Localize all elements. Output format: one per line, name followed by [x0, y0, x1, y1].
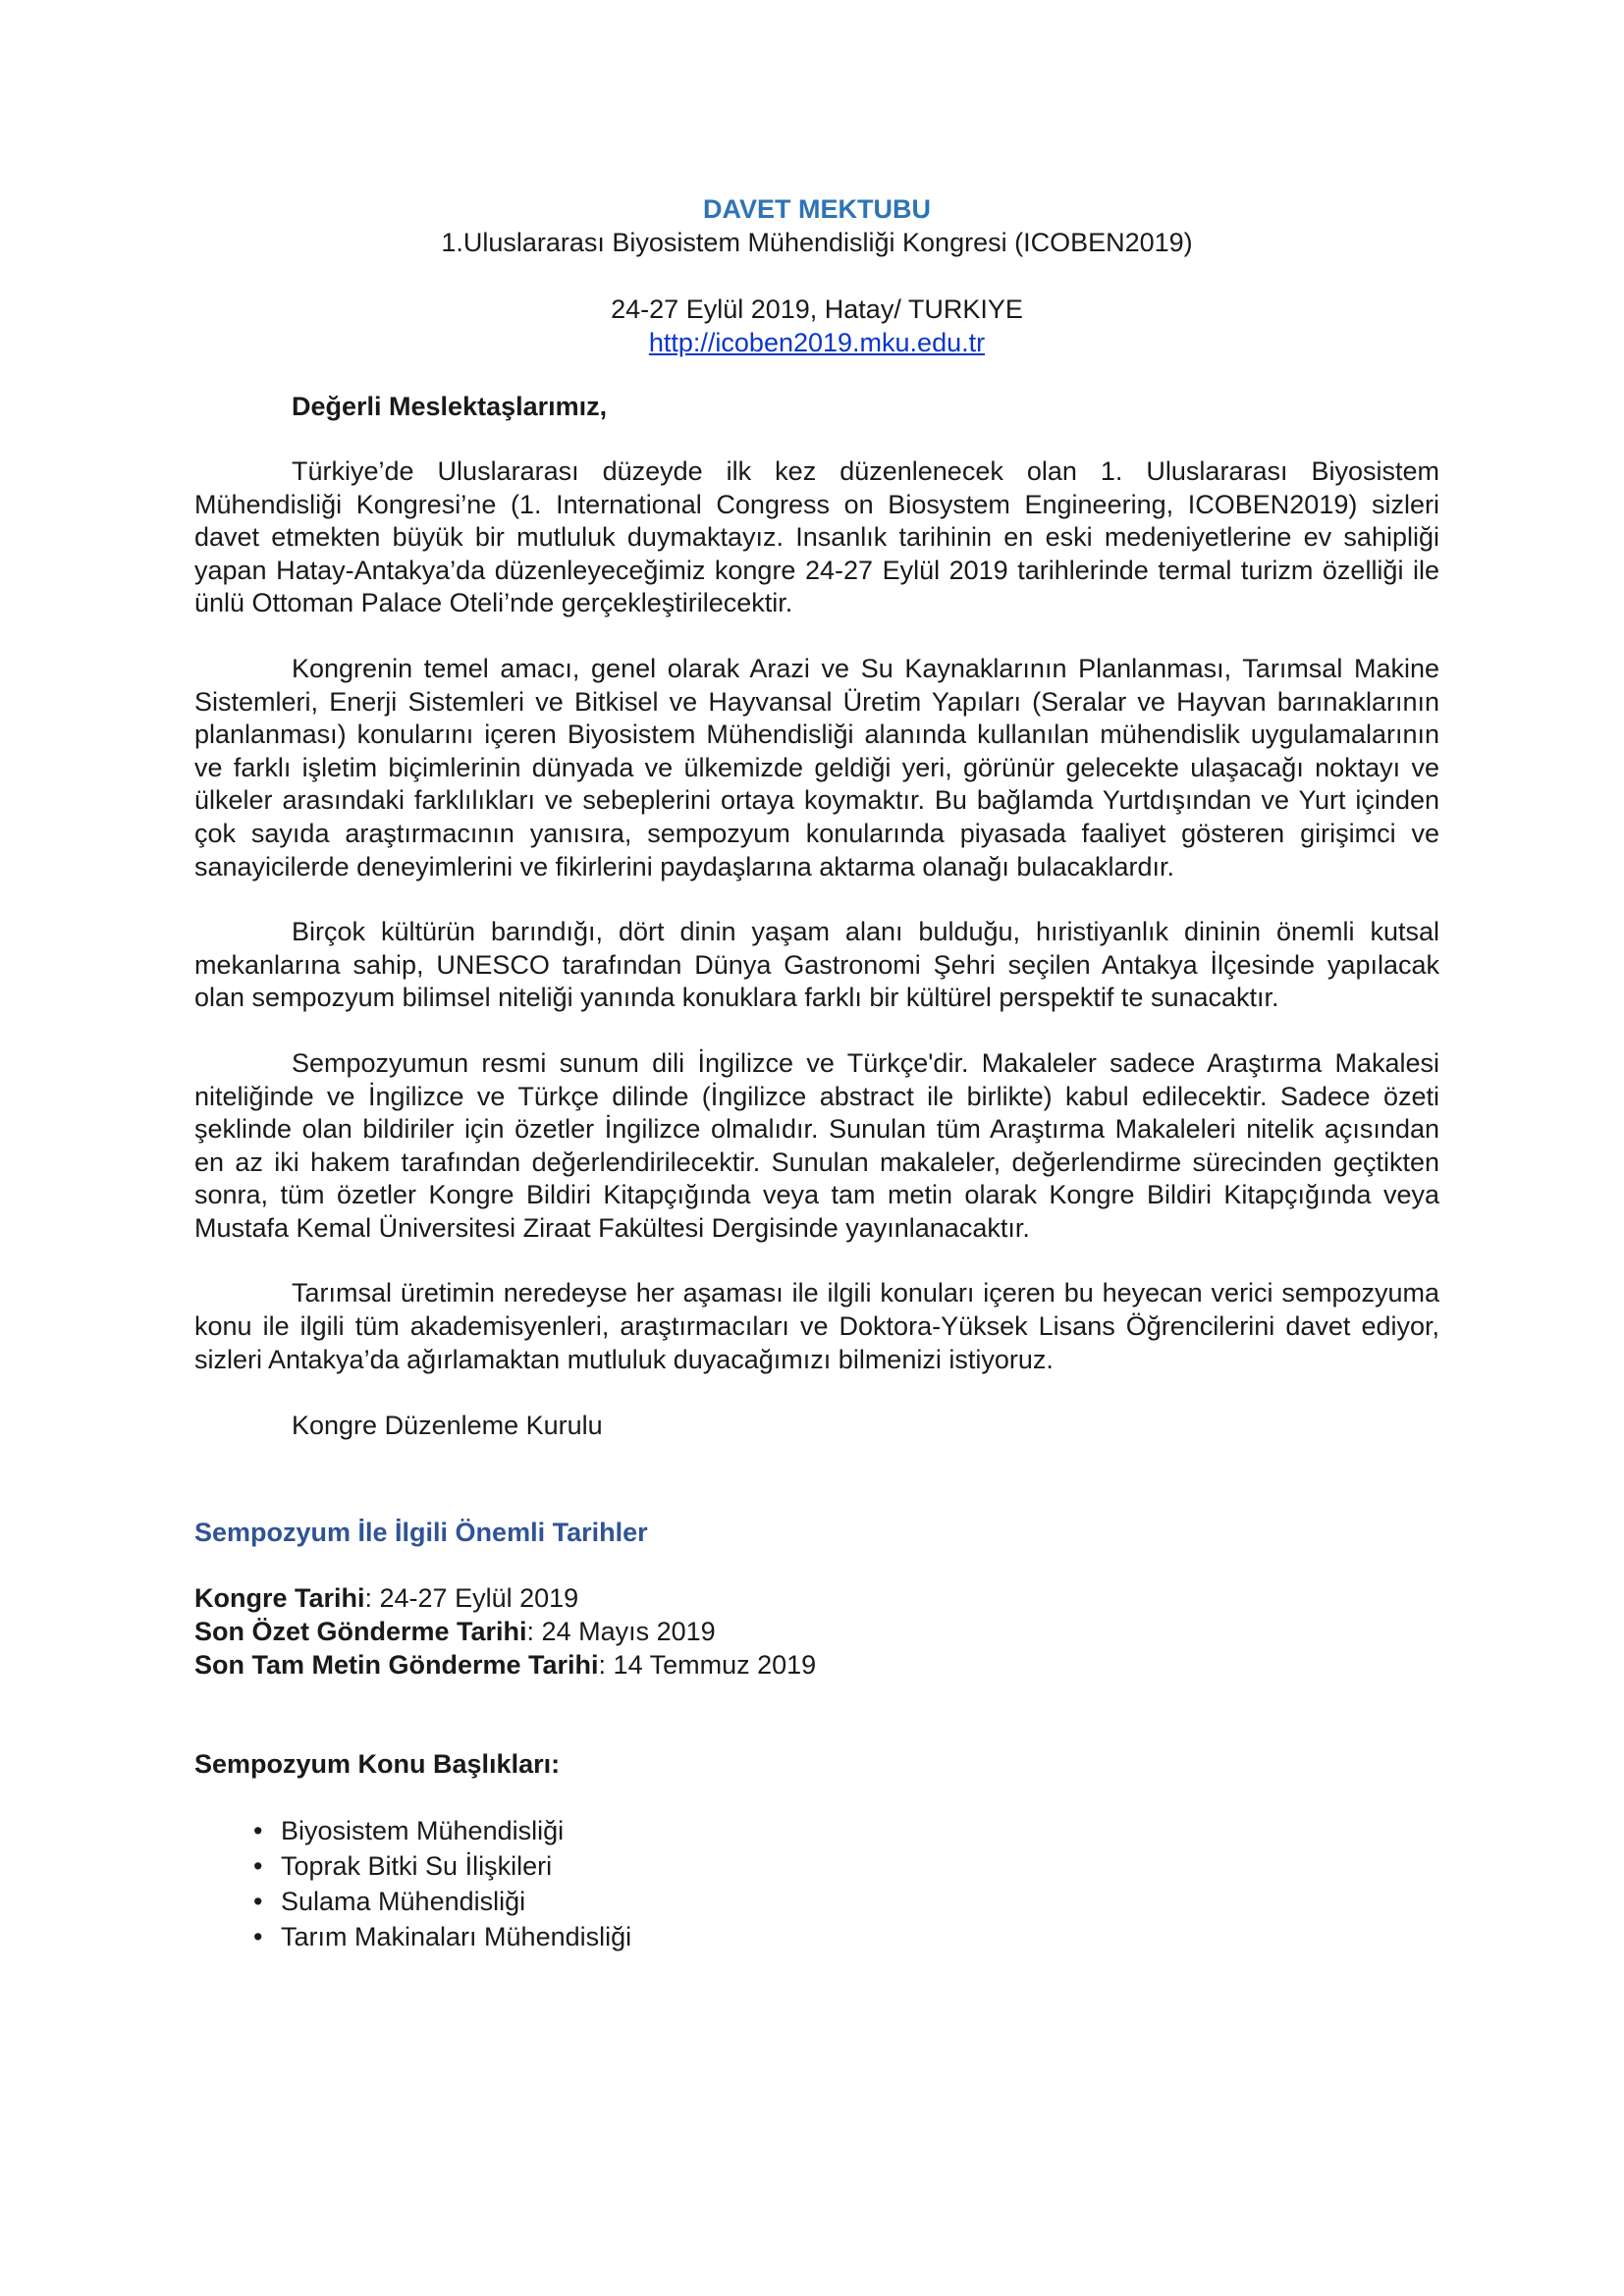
salutation: Değerli Meslektaşlarımız, [292, 392, 608, 421]
important-dates-list [194, 1581, 1439, 1682]
topics-list [194, 1813, 1439, 1954]
signature: Kongre Düzenleme Kurulu [292, 1411, 603, 1441]
list-item [253, 1919, 1439, 1954]
date-value: : 24-27 Eylül 2019 [364, 1583, 579, 1614]
paragraph-aim: Kongrenin temel amacı, genel olarak Arazi ve Su Kaynaklarının Planlanması, Tarımsal Makine Sistemleri, Enerji Sistemleri ve Bitkisel ve Hayvansal Üretim Yapıları (Seralar ve Hayvan barınaklarının planlanması) konularını içeren Biyosistem Mühendisliği alanında kullanılan mühendislik uygulamalarının ve farklı işletim biçimlerinin dünyada ve ülkemizde geldiği yeri, görünür gelecekte ulaşacağı noktayı ve ülkeler arasındaki farklılıkları ve sebeplerini ortaya koymaktır. Bu bağlamda Yurtdışından ve Yurt içinden çok sayıda araştırmacının yanısıra, sempozyum konularında piyasada faaliyet gösteren girişimci ve sanayicilerde deneyimlerini ve fikirlerini paydaşlarına aktarma olanağı bulacaklardır. [194, 653, 1439, 881]
list-item [253, 1813, 1439, 1848]
date-label: Son Tam Metin Gönderme Tarihi [194, 1650, 599, 1681]
date-value: : 24 Mayıs 2019 [526, 1617, 716, 1647]
date-row-fulltext [194, 1648, 1439, 1682]
bullet-icon: • [253, 1851, 263, 1882]
paragraph-intro: Türkiye’de Uluslararası düzeyde ilk kez düzenlenecek olan 1. Uluslararası Biyosistem Mühendisliği Kongresi’ne (1. International Congress on Biosystem Engineering, ICOBEN2019) sizleri davet etmekten büyük bir mutluluk duymaktayız. Insanlık tarihinin en eski medeniyetlerine ev sahipliği yapan Hatay-Antakya’da düzenleyeceğimiz kongre 24-27 Eylül 2019 tarihlerinde termal turizm özelliği ile ünlü Ottoman Palace Oteli’nde gerçekleştirilecektir. [194, 456, 1439, 618]
congress-date-place: 24-27 Eylül 2019, Hatay/ TURKIYE [611, 294, 1023, 324]
bullet-icon: • [253, 1816, 263, 1846]
congress-name: 1.Uluslararası Biyosistem Mühendisliği Kongresi (ICOBEN2019) [441, 228, 1193, 257]
topic-label: Tarım Makinaları Mühendisliği [281, 1922, 632, 1952]
important-dates-heading: Sempozyum İle İlgili Önemli Tarihler [194, 1518, 648, 1548]
spacer [194, 259, 1439, 293]
bullet-icon: • [253, 1887, 263, 1917]
date-value: : 14 Temmuz 2019 [598, 1650, 817, 1681]
letter-body [194, 455, 1439, 1376]
date-label: Kongre Tarihi [194, 1583, 365, 1614]
topic-label: Biyosistem Mühendisliği [281, 1816, 565, 1846]
bullet-icon: • [253, 1922, 263, 1952]
paragraph-invitation: Tarımsal üretimin neredeyse her aşaması ile ilgili konuları içeren bu heyecan verici sempozyuma konu ile ilgili tüm akademisyenleri, araştırmacıları ve Doktora-Yüksek Lisans Öğrencilerini davet ediyor, sizleri Antakya’da ağırlamaktan mutluluk duyacağımızı bilmenizi istiyoruz. [194, 1278, 1439, 1374]
congress-website-link[interactable]: http://icoben2019.mku.edu.tr [648, 328, 986, 357]
topics-heading: Sempozyum Konu Başlıkları: [194, 1749, 561, 1780]
date-row-abstract [194, 1615, 1439, 1648]
topic-label: Toprak Bitki Su İlişkileri [281, 1851, 553, 1882]
document-page [194, 192, 1439, 1954]
paragraph-culture: Birçok kültürün barındığı, dört dinin yaşam alanı bulduğu, hıristiyanlık dininin önemli kutsal mekanlarına sahip, UNESCO tarafından Dünya Gastronomi Şehri seçilen Antakya İlçesinde yapılacak olan sempozyum bilimsel niteliği yanında konuklara farklı bir kültürel perspektif te sunacaktır. [194, 917, 1439, 1013]
topic-label: Sulama Mühendisliği [281, 1887, 526, 1917]
document-title: DAVET MEKTUBU [703, 194, 931, 224]
list-item [253, 1884, 1439, 1919]
date-row-congress [194, 1581, 1439, 1615]
congress-url-line [194, 326, 1439, 359]
paragraph-language: Sempozyumun resmi sunum dili İngilizce ve Türkçe'dir. Makaleler sadece Araştırma Makalesi niteliğinde ve İngilizce ve Türkçe dilinde (İngilizce abstract ile birlikte) kabul edilecektir. Sadece özeti şeklinde olan bildiriler için özetler İngilizce olmalıdır. Sunulan tüm Araştırma Makaleleri nitelik açısından en az iki hakem tarafından değerlendirilecektir. Sunulan makaleler, değerlendirme sürecinden geçtikten sonra, tüm özetler Kongre Bildiri Kitapçığında veya tam metin olarak Kongre Bildiri Kitapçığında veya Mustafa Kemal Üniversitesi Ziraat Fakültesi Dergisinde yayınlanacaktır. [194, 1047, 1439, 1243]
list-item [253, 1848, 1439, 1884]
date-label: Son Özet Gönderme Tarihi [194, 1617, 527, 1647]
